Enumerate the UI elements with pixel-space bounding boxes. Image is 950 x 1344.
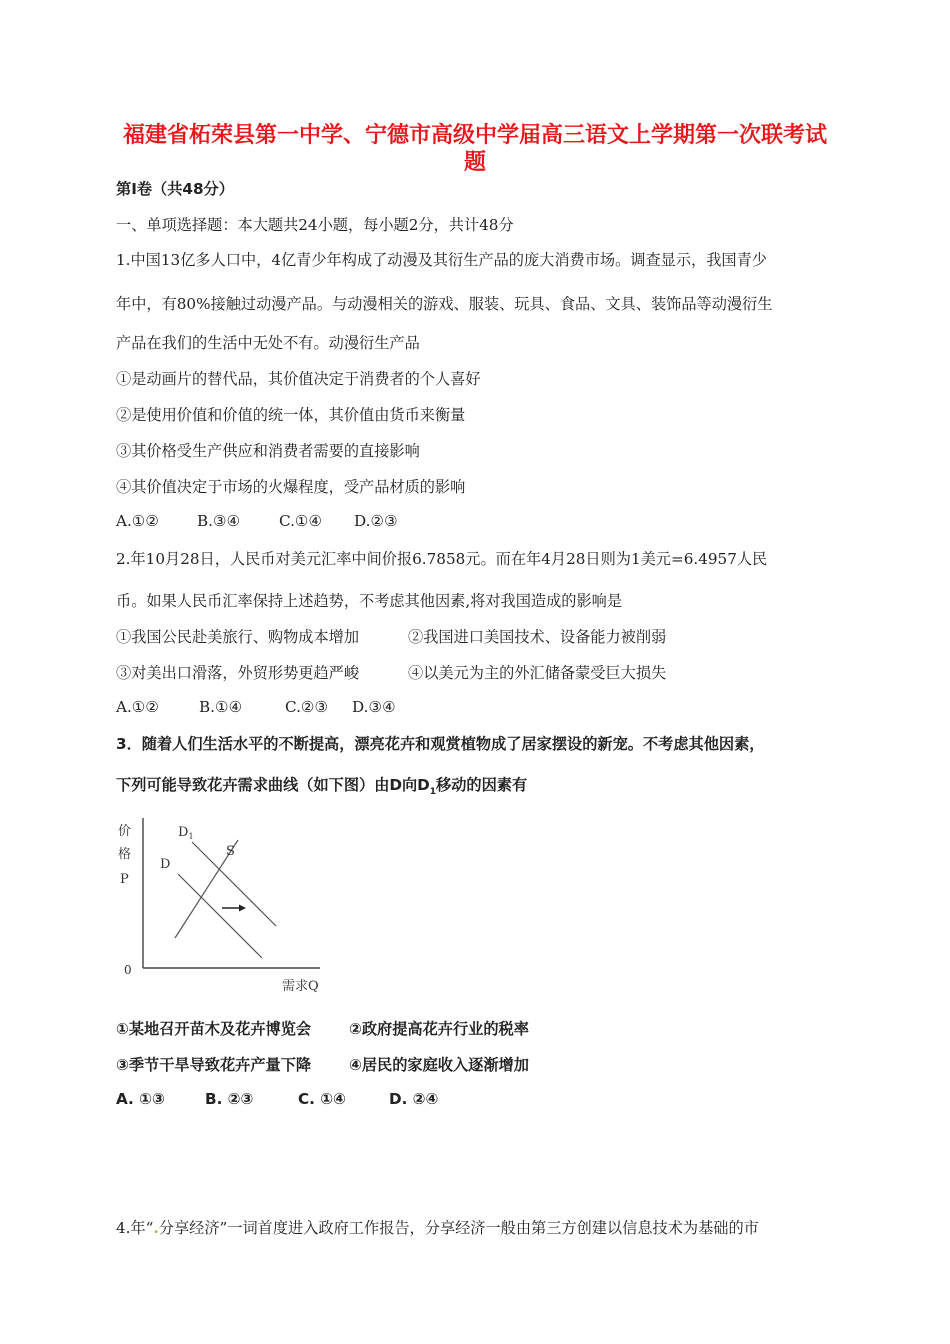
instructions: 一、单项选择题：本大题共24小题，每小题2分，共计48分	[116, 216, 514, 234]
shift-arrow-head	[239, 905, 246, 912]
q1-option-d: D.②③	[354, 512, 398, 530]
q3-option-c: C. ①④	[298, 1090, 346, 1108]
title-line-2: 题	[463, 150, 486, 175]
q2-statement-3: ③对美出口滑落，外贸形势更趋严峻	[116, 664, 359, 682]
q1-statement-1: ①是动画片的替代品，其价值决定于消费者的个人喜好	[116, 370, 481, 388]
q1-statement-4: ④其价值决定于市场的火爆程度，受产品材质的影响	[116, 478, 466, 496]
q3-statements-row-2	[116, 1054, 529, 1075]
q2-statements-row-2	[116, 662, 666, 683]
demand-curve-d	[178, 874, 262, 958]
q3-option-d: D. ②④	[389, 1090, 439, 1108]
q2-statements-row-1	[116, 626, 666, 647]
q2-line-2: 币。如果人民币汇率保持上述趋势，不考虑其他因素,将对我国造成的影响是	[116, 592, 623, 610]
q2-statement-4: ④以美元为主的外汇储备蒙受巨大损失	[408, 664, 667, 682]
q2-option-a: A.①②	[116, 698, 160, 716]
q4-green-dot: .	[153, 1219, 159, 1237]
q2-line-1: 2.年10月28日，人民币对美元汇率中间价报6.7858元。而在年4月28日则为1美元=6.4957人民	[116, 550, 768, 568]
q3-line-2	[116, 774, 527, 797]
document-title	[100, 122, 850, 176]
q2-statement-2: ②我国进口美国技术、设备能力被削弱	[408, 628, 667, 646]
q3-line-2-prefix: 下列可能导致花卉需求曲线（如下图）由D向D	[116, 776, 430, 794]
q4-prefix: 4.年“	[116, 1219, 154, 1237]
section-heading: 第Ⅰ卷（共48分）	[116, 180, 234, 198]
q1-options	[116, 512, 398, 530]
q3-option-b: B. ②③	[205, 1090, 254, 1108]
q2-statement-1: ①我国公民赴美旅行、购物成本增加	[116, 628, 359, 646]
origin-label: 0	[124, 963, 132, 977]
y-label-1: 价	[118, 824, 132, 839]
curve-d-label: D	[160, 857, 171, 872]
q1-statement-2: ②是使用价值和价值的统一体，其价值由货币来衡量	[116, 406, 466, 424]
y-label-2: 格	[118, 847, 132, 862]
q1-line-2: 年中，有80%接触过动漫产品。与动漫相关的游戏、服装、玩具、食品、文具、装饰品等动漫衍生	[116, 295, 773, 313]
q1-line-1: 1.中国13亿多人口中，4亿青少年构成了动漫及其衍生产品的庞大消费市场。调查显示，我国青少	[116, 251, 767, 269]
q3-line-2-suffix: 移动的因素有	[436, 776, 528, 794]
curve-d1-subscript: 1	[188, 832, 194, 841]
q3-options	[116, 1090, 438, 1108]
curve-d1-label	[178, 825, 194, 841]
q4-suffix: 分享经济”一词首度进入政府工作报告，分享经济一般由第三方创建以信息技术为基础的市	[158, 1219, 759, 1237]
q1-option-b: B.③④	[197, 512, 241, 530]
q3-line-2-subscript: 1	[429, 787, 437, 798]
q2-options	[116, 698, 396, 716]
q1-line-3: 产品在我们的生活中无处不有。动漫衍生产品	[116, 334, 420, 352]
curve-s-label: S	[226, 844, 235, 859]
q2-option-b: B.①④	[199, 698, 243, 716]
q3-statement-1: ①某地召开苗木及花卉博览会	[116, 1020, 312, 1038]
q4-line-1	[116, 1217, 759, 1238]
curve-d1-letter: D	[178, 825, 189, 840]
q3-statements-row-1	[116, 1018, 529, 1039]
q1-statement-3: ③其价格受生产供应和消费者需要的直接影响	[116, 442, 420, 460]
y-label-3: P	[120, 872, 129, 887]
title-line-1: 福建省柘荣县第一中学、宁德市高级中学届高三语文上学期第一次联考试	[122, 123, 827, 148]
q3-statement-4: ④居民的家庭收入逐渐增加	[349, 1056, 529, 1074]
q3-line-1: 3．随着人们生活水平的不断提高，漂亮花卉和观赏植物成了居家摆设的新宠。不考虑其他因素，	[116, 735, 765, 753]
q3-statement-3: ③季节干旱导致花卉产量下降	[116, 1056, 312, 1074]
q3-option-a: A. ①③	[116, 1090, 165, 1108]
x-label: 需求Q	[282, 979, 319, 994]
q1-option-c: C.①④	[279, 512, 323, 530]
q1-option-a: A.①②	[116, 512, 160, 530]
q3-statement-2: ②政府提高花卉行业的税率	[349, 1020, 529, 1038]
supply-demand-figure	[110, 812, 340, 1002]
q2-option-d: D.③④	[352, 698, 396, 716]
q2-option-c: C.②③	[285, 698, 329, 716]
